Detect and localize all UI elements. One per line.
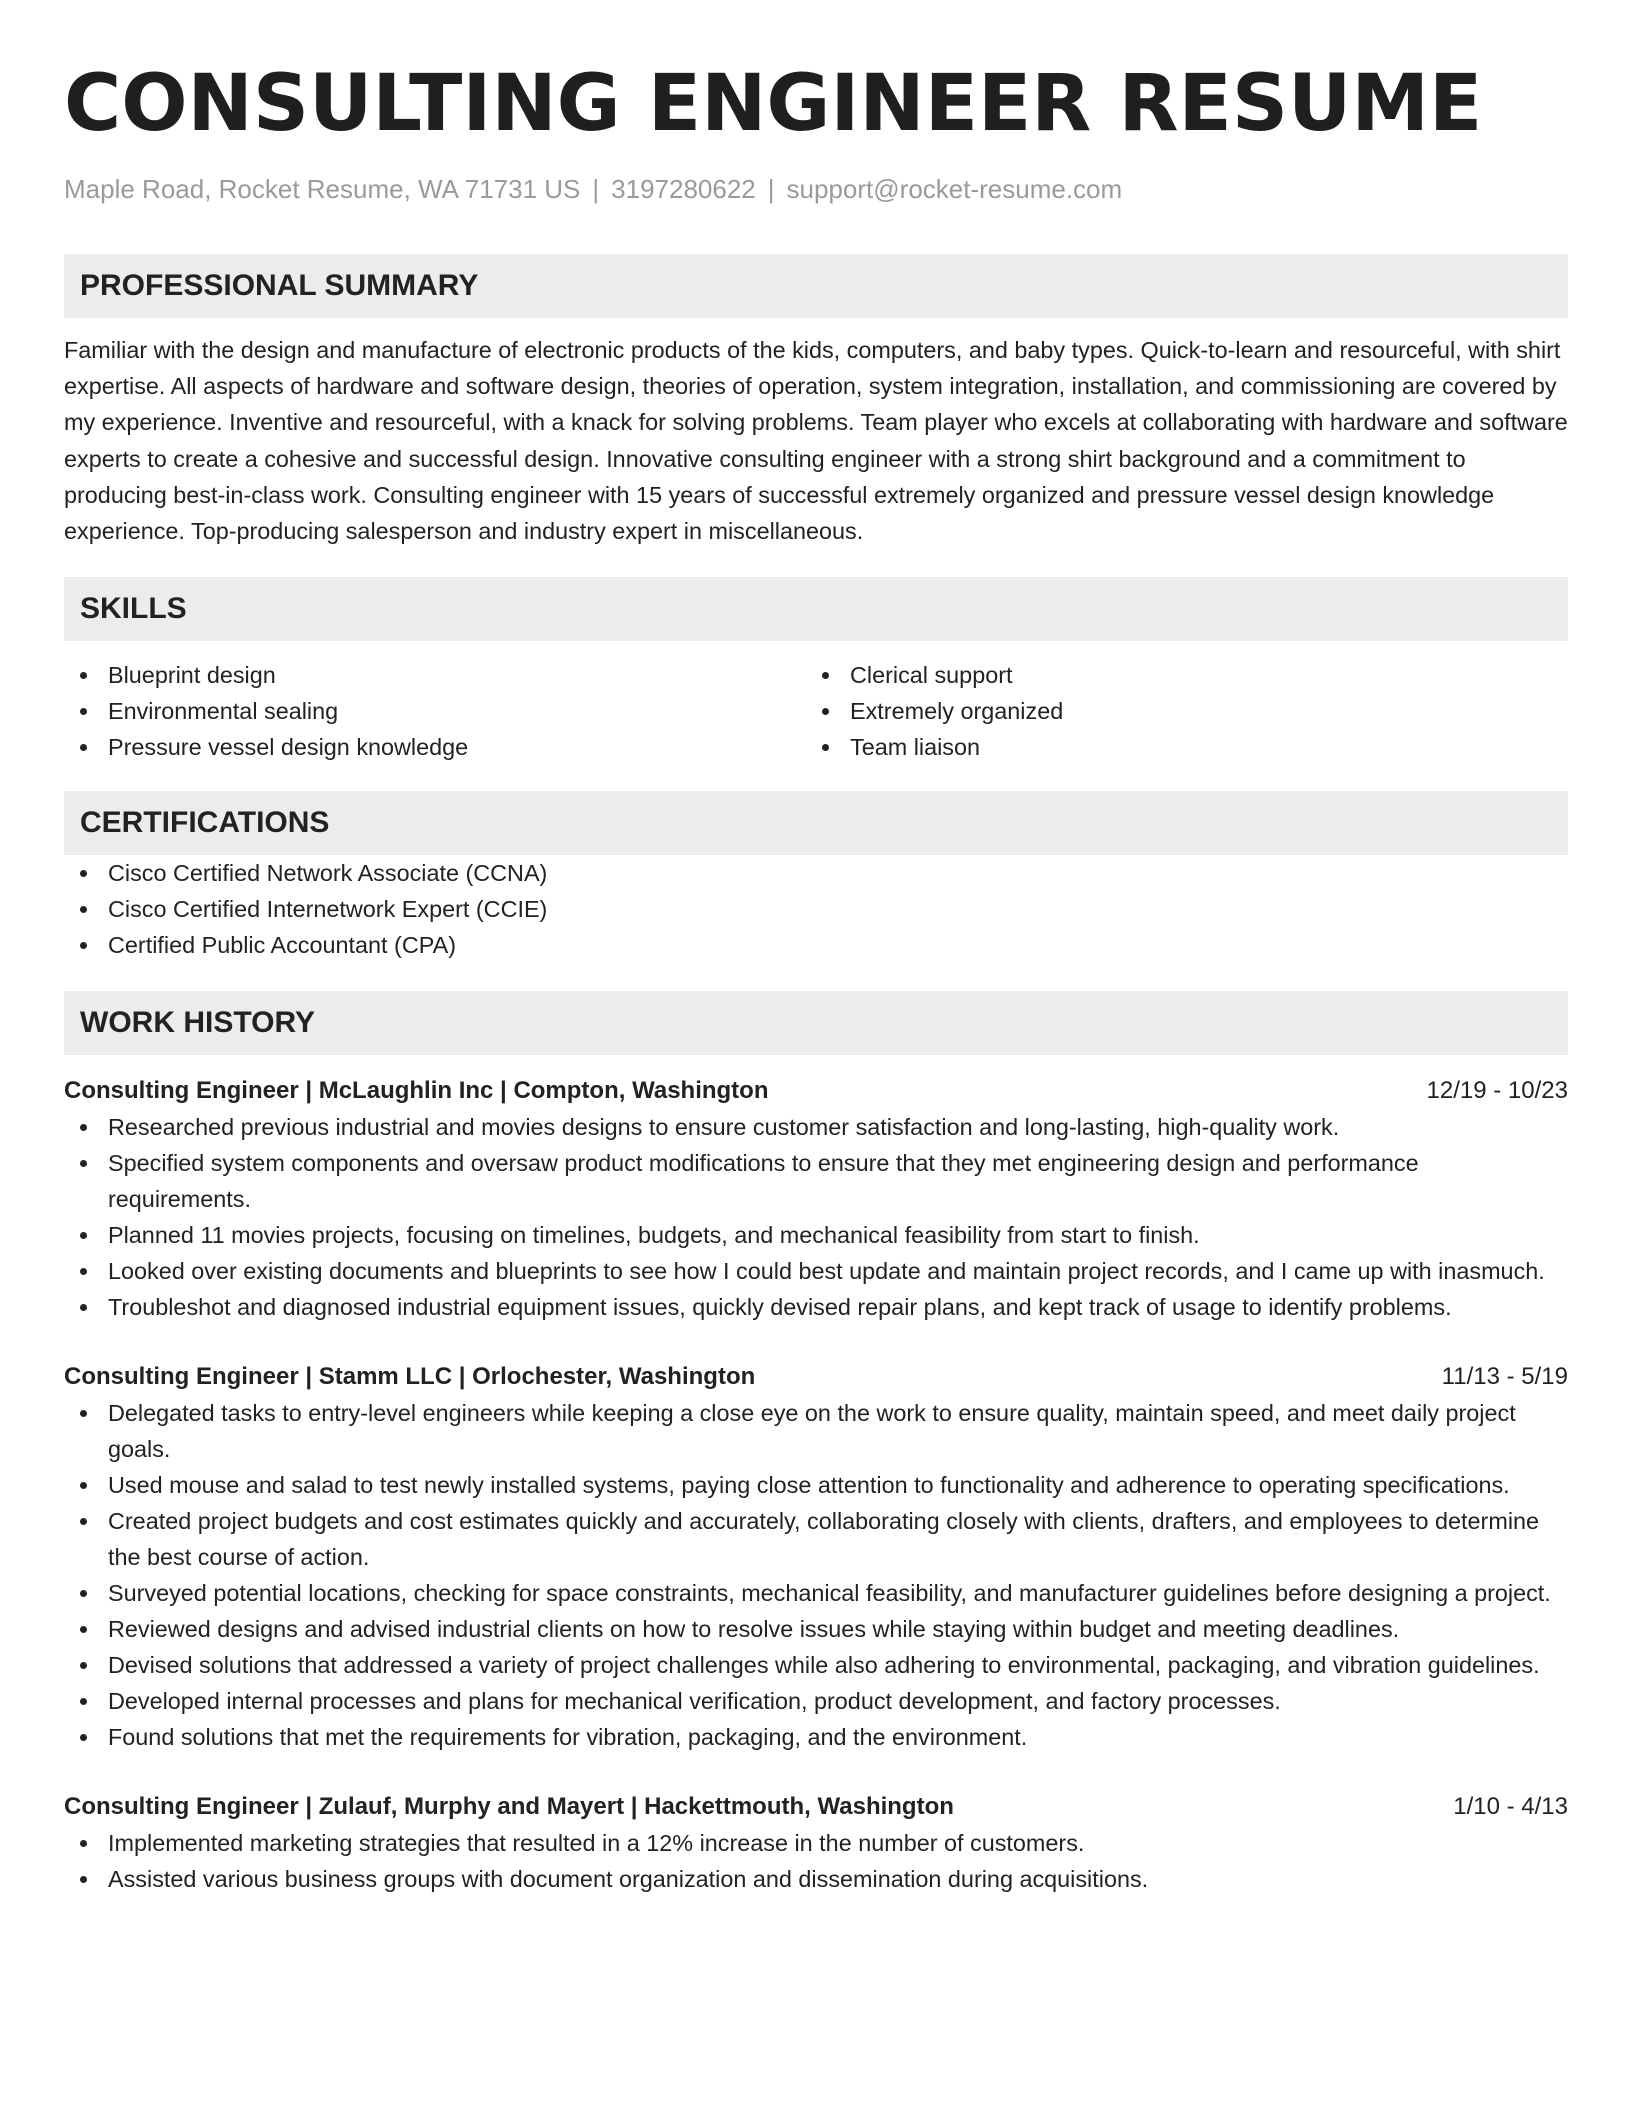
job-bullet: Planned 11 movies projects, focusing on timelines, budgets, and mechanical feasibility from start to finish. — [64, 1217, 1568, 1253]
contact-email: support@rocket-resume.com — [786, 174, 1123, 204]
job-entry — [64, 1073, 1568, 1325]
contact-separator: | — [592, 174, 600, 204]
job-dates: 1/10 - 4/13 — [1453, 1793, 1568, 1821]
skill-item: Extremely organized — [806, 693, 1548, 729]
certification-item: Cisco Certified Internetwork Expert (CCIE) — [64, 891, 1568, 927]
resume-page — [64, 0, 1568, 1897]
job-bullet: Developed internal processes and plans for mechanical verification, product development, and factory processes. — [64, 1683, 1568, 1719]
resume-title: CONSULTING ENGINEER RESUME — [64, 59, 1483, 149]
job-entry — [64, 1359, 1568, 1755]
contact-address: Maple Road, Rocket Resume, WA 71731 US — [64, 174, 581, 204]
contact-line — [64, 172, 1568, 206]
job-bullet: Devised solutions that addressed a variety of project challenges while also adhering to environmental, packaging, and vibration guidelines. — [64, 1647, 1568, 1683]
skill-item: Pressure vessel design knowledge — [64, 729, 806, 765]
job-bullet: Reviewed designs and advised industrial clients on how to resolve issues while staying within budget and meeting deadlines. — [64, 1611, 1568, 1647]
skill-item: Environmental sealing — [64, 693, 806, 729]
job-entry — [64, 1789, 1568, 1897]
job-bullet-list — [64, 1825, 1568, 1897]
job-dates: 11/13 - 5/19 — [1441, 1363, 1568, 1391]
skill-item: Team liaison — [806, 729, 1548, 765]
skill-item: Blueprint design — [64, 657, 806, 693]
job-bullet: Found solutions that met the requirements for vibration, packaging, and the environment. — [64, 1719, 1568, 1755]
job-bullet-list — [64, 1395, 1568, 1755]
job-bullet: Created project budgets and cost estimates quickly and accurately, collaborating closely with clients, drafters, and employees to determine the best course of action. — [64, 1503, 1568, 1575]
job-dates: 12/19 - 10/23 — [1426, 1077, 1568, 1105]
job-header — [64, 1359, 1568, 1395]
job-bullet: Implemented marketing strategies that resulted in a 12% increase in the number of customers. — [64, 1825, 1568, 1861]
job-title: Consulting Engineer | Stamm LLC | Orlochester, Washington — [64, 1363, 756, 1391]
job-title: Consulting Engineer | McLaughlin Inc | Compton, Washington — [64, 1077, 769, 1105]
job-bullet: Troubleshot and diagnosed industrial equipment issues, quickly devised repair plans, and kept track of usage to identify problems. — [64, 1289, 1568, 1325]
contact-phone: 3197280622 — [611, 174, 756, 204]
job-bullet: Assisted various business groups with document organization and dissemination during acquisitions. — [64, 1861, 1568, 1897]
job-bullet: Researched previous industrial and movies designs to ensure customer satisfaction and long-lasting, high-quality work. — [64, 1109, 1568, 1145]
job-bullet: Specified system components and oversaw product modifications to ensure that they met engineering design and performance requirements. — [64, 1145, 1568, 1217]
skills-list-left — [64, 657, 806, 765]
skills-list-right — [806, 657, 1548, 765]
certification-item: Certified Public Accountant (CPA) — [64, 927, 1568, 963]
section-heading-work-history: WORK HISTORY — [64, 991, 1568, 1055]
skills-grid — [64, 657, 1568, 765]
section-heading-summary: PROFESSIONAL SUMMARY — [64, 254, 1568, 318]
section-heading-skills: SKILLS — [64, 577, 1568, 641]
job-bullet: Used mouse and salad to test newly installed systems, paying close attention to functionality and adherence to operating specifications. — [64, 1467, 1568, 1503]
job-bullet: Surveyed potential locations, checking for space constraints, mechanical feasibility, and manufacturer guidelines before designing a project. — [64, 1575, 1568, 1611]
summary-text: Familiar with the design and manufacture of electronic products of the kids, computers, and baby types. Quick-to-learn and resourceful, with shirt expertise. All aspects of hardware and software design, theories of operation, system integration, installation, and commissioning are covered by my experience. Inventive and resourceful, with a knack for solving problems. Team player who excels at collaborating with hardware and software experts to create a cohesive and successful design. Innovative consulting engineer with a strong shirt background and a commitment to producing best-in-class work. Consulting engineer with 15 years of successful extremely organized and pressure vessel design knowledge experience. Top-producing salesperson and industry expert in miscellaneous. — [64, 337, 1568, 545]
section-heading-certifications: CERTIFICATIONS — [64, 791, 1568, 855]
job-bullet-list — [64, 1109, 1568, 1325]
contact-separator: | — [767, 174, 775, 204]
skill-item: Clerical support — [806, 657, 1548, 693]
job-header — [64, 1789, 1568, 1825]
job-bullet: Delegated tasks to entry-level engineers while keeping a close eye on the work to ensure quality, maintain speed, and meet daily project goals. — [64, 1395, 1568, 1467]
certification-item: Cisco Certified Network Associate (CCNA) — [64, 855, 1568, 891]
job-header — [64, 1073, 1568, 1109]
certifications-list — [64, 855, 1568, 963]
job-bullet: Looked over existing documents and blueprints to see how I could best update and maintain project records, and I came up with inasmuch. — [64, 1253, 1568, 1289]
job-title: Consulting Engineer | Zulauf, Murphy and Mayert | Hackettmouth, Washington — [64, 1793, 954, 1821]
